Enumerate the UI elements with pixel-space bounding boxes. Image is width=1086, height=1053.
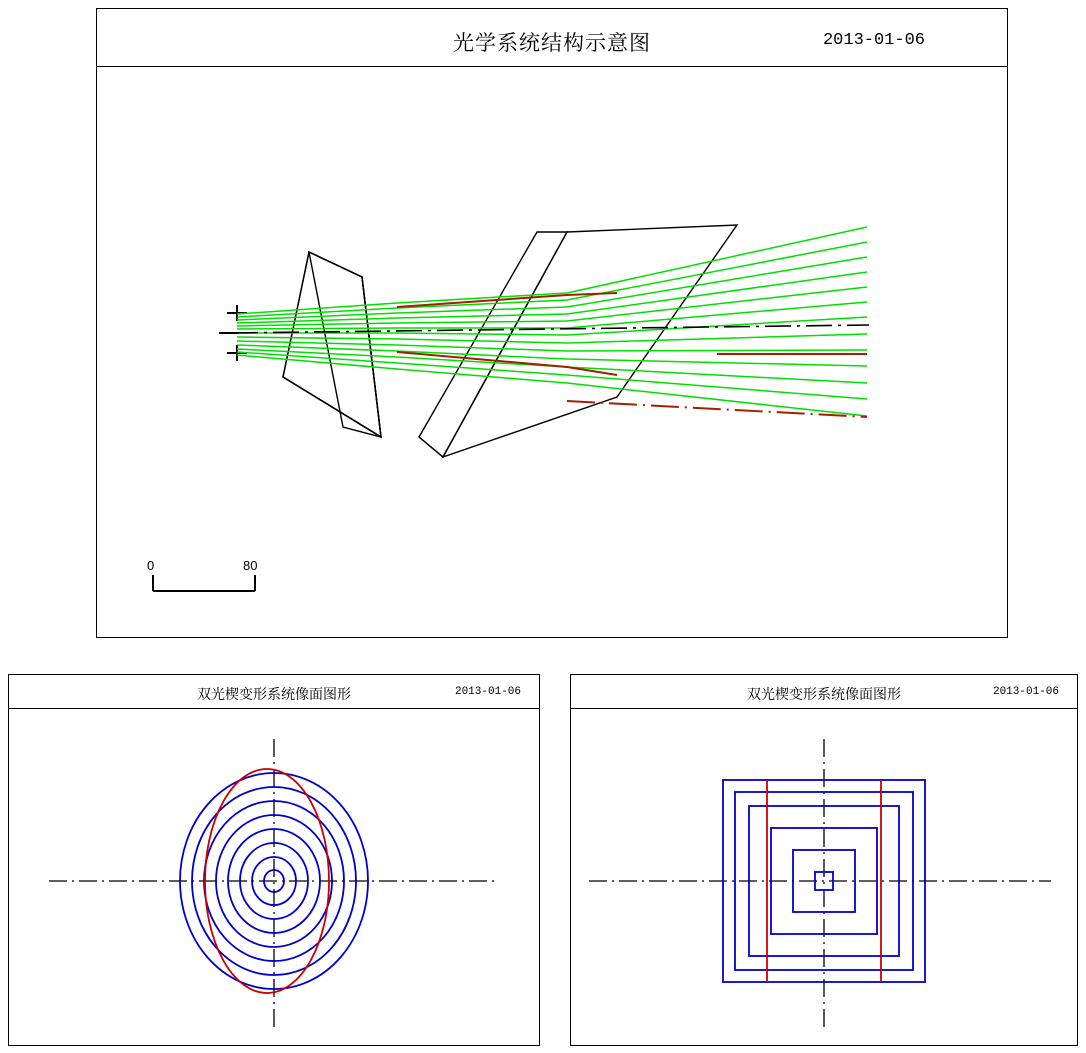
scale-end-label: 80 bbox=[243, 558, 258, 573]
optical-layout-title: 光学系统结构示意图 bbox=[453, 32, 651, 55]
image-plane-square-plot bbox=[571, 709, 1077, 1045]
image-plane-ellipse-date: 2013-01-06 bbox=[454, 686, 521, 698]
image-plane-square-svg bbox=[571, 709, 1077, 1045]
image-plane-ellipse-plot bbox=[9, 709, 539, 1045]
image-plane-ellipse-panel bbox=[8, 674, 540, 1046]
optical-layout-panel bbox=[96, 8, 1008, 638]
optical-layout-svg bbox=[97, 67, 1007, 637]
image-axes bbox=[49, 739, 499, 1027]
image-plane-square-title: 双光楔变形系统像面图形 bbox=[747, 686, 901, 702]
image-plane-square-panel bbox=[570, 674, 1078, 1046]
image-axes bbox=[589, 739, 1051, 1029]
image-plane-ellipse-title: 双光楔变形系统像面图形 bbox=[197, 686, 351, 702]
image-plane-square-title-bar bbox=[571, 675, 1077, 709]
scale-start-label: 0 bbox=[147, 558, 155, 573]
optical-layout-plot bbox=[97, 67, 1007, 637]
ray-red-dashed bbox=[567, 401, 867, 417]
optical-layout-date: 2013-01-06 bbox=[822, 31, 925, 50]
ray-bundle-green bbox=[237, 227, 867, 416]
optical-layout-title-bar bbox=[97, 9, 1007, 67]
image-plane-ellipse-title-bar bbox=[9, 675, 539, 709]
image-plane-square-date: 2013-01-06 bbox=[992, 686, 1059, 698]
image-plane-ellipse-svg bbox=[9, 709, 539, 1045]
scale-bar bbox=[153, 575, 255, 591]
